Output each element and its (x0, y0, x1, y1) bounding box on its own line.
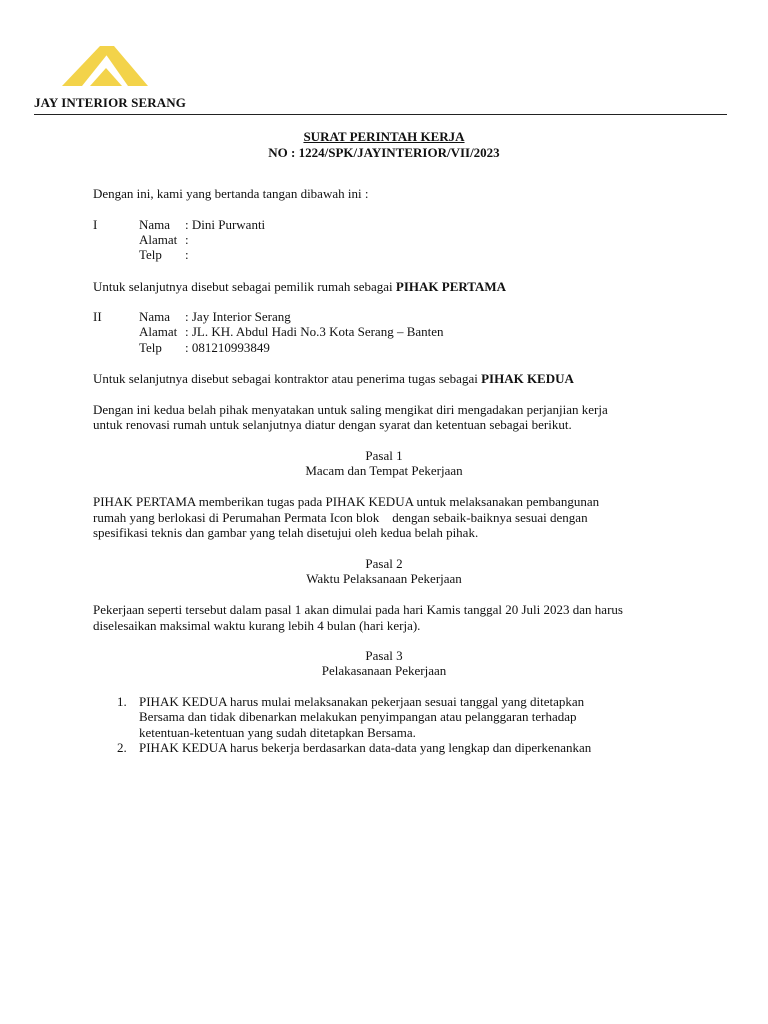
header-divider (34, 114, 727, 115)
party2-role: PIHAK KEDUA (481, 371, 574, 386)
pasal3-item1-number: 1. (117, 694, 127, 709)
company-name: JAY INTERIOR SERANG (34, 95, 186, 110)
pasal2-subtitle: Waktu Pelaksanaan Pekerjaan (306, 571, 462, 586)
party1-numeral: I (93, 217, 98, 232)
party1-alamat-value: : (185, 232, 189, 247)
pasal2-line-2: diselesaikan maksimal waktu kurang lebih 4 bulan (hari kerja). (93, 618, 421, 633)
party2-nama-value: : Jay Interior Serang (185, 309, 291, 324)
party2-nama-label: Nama (139, 309, 171, 324)
pasal3-item2-line-1: PIHAK KEDUA harus bekerja berdasarkan data-data yang lengkap dan diperkenankan (139, 740, 592, 755)
agreement-line-1: Dengan ini kedua belah pihak menyatakan untuk saling mengikat diri mengadakan perjanjian kerja (93, 402, 608, 417)
party1-alamat-label: Alamat (139, 232, 178, 247)
party2-telp-label: Telp (139, 340, 162, 355)
document-title: SURAT PERINTAH KERJA (303, 129, 465, 144)
pasal1-line-2: rumah yang berlokasi di Perumahan Permata Icon blok dengan sebaik-baiknya sesuai dengan (93, 510, 588, 525)
pasal3-item2-number: 2. (117, 740, 127, 755)
party2-telp-value: : 081210993849 (185, 340, 270, 355)
pasal3-item1-line-2: Bersama dan tidak dibenarkan melakukan penyimpangan atau pelanggaran terhadap (139, 709, 577, 724)
pasal1-line-1: PIHAK PERTAMA memberikan tugas pada PIHAK KEDUA untuk melaksanakan pembangunan (93, 494, 600, 509)
document-number: NO : 1224/SPK/JAYINTERIOR/VII/2023 (268, 145, 500, 160)
party2-alamat-value: : JL. KH. Abdul Hadi No.3 Kota Serang – Banten (185, 324, 444, 339)
party1-nama-value: : Dini Purwanti (185, 217, 266, 232)
party1-nama-label: Nama (139, 217, 171, 232)
pasal3-item1-line-1: PIHAK KEDUA harus mulai melaksanakan pekerjaan sesuai tanggal yang ditetapkan (139, 694, 585, 709)
pasal3-heading: Pasal 3 (365, 648, 403, 663)
agreement-line-2: untuk renovasi rumah untuk selanjutnya diatur dengan syarat dan ketentuan sebagai berikut. (93, 417, 572, 432)
party1-note-prefix: Untuk selanjutnya disebut sebagai pemilik rumah sebagai (93, 279, 393, 294)
party2-note-prefix: Untuk selanjutnya disebut sebagai kontraktor atau penerima tugas sebagai (93, 371, 478, 386)
party1-note (93, 279, 678, 295)
pasal3-subtitle: Pelakasanaan Pekerjaan (321, 663, 447, 678)
party1-role: PIHAK PERTAMA (395, 279, 507, 294)
party1-telp-label: Telp (139, 247, 162, 262)
pasal1-heading: Pasal 1 (365, 448, 403, 463)
party2-numeral: II (93, 309, 102, 324)
party2-note (93, 371, 678, 387)
pasal1-subtitle: Macam dan Tempat Pekerjaan (305, 463, 463, 478)
party2-alamat-label: Alamat (139, 324, 178, 339)
party1-telp-value: : (185, 247, 189, 262)
pasal3-item1-line-3: ketentuan-ketentuan yang sudah ditetapkan Bersama. (139, 725, 416, 740)
pasal2-line-1: Pekerjaan seperti tersebut dalam pasal 1 akan dimulai pada hari Kamis tanggal 20 Juli 2023 dan harus (93, 602, 623, 617)
pasal2-heading: Pasal 2 (365, 556, 403, 571)
company-logo-icon (62, 40, 148, 90)
logo-inner-chevron (90, 68, 122, 86)
intro-text: Dengan ini, kami yang bertanda tangan dibawah ini : (93, 186, 369, 201)
pasal1-line-3: spesifikasi teknis dan gambar yang telah disetujui oleh kedua belah pihak. (93, 525, 479, 540)
